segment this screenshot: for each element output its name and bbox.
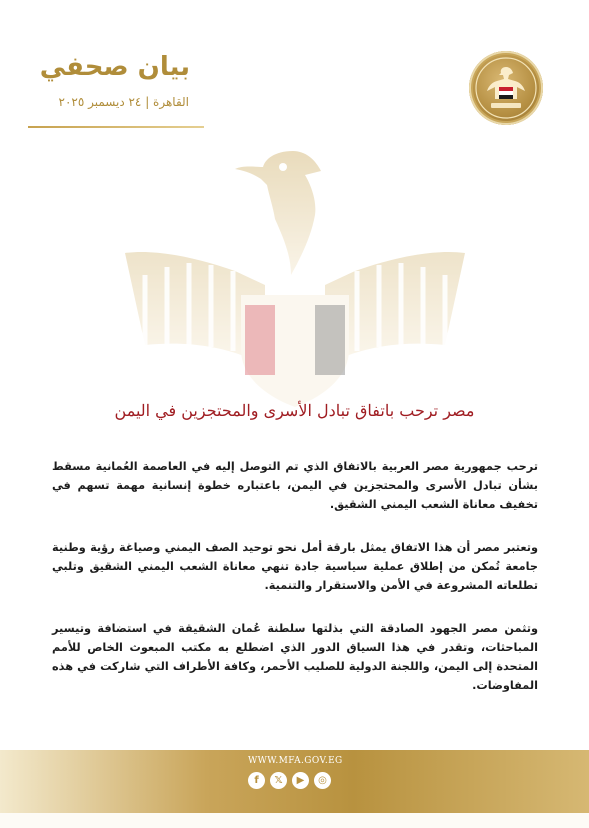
instagram-icon[interactable]: ◎	[314, 772, 331, 789]
body-paragraph: وتثمن مصر الجهود الصادقة التي بذلتها سلطنة عُمان الشقيقة في استضافة وتيسير المباحثات، وتقدر في هذا السياق الدور الذي اضطلع به مكتب المبعوث الخاص للأمم المتحدة إلى اليمن، واللجنة الدولية للصليب الأحمر، وكافة الأطراف التي شاركت في هذه المفاوضات.	[52, 622, 538, 692]
document-title: بيان صحفي	[39, 52, 190, 82]
header-divider	[28, 126, 204, 128]
website-link[interactable]: WWW.MFA.GOV.EG	[248, 756, 343, 766]
page-bottom-margin	[0, 813, 589, 828]
facebook-icon[interactable]: f	[248, 772, 265, 789]
social-links	[248, 772, 331, 789]
statement-body	[52, 457, 538, 719]
body-paragraph: ترحب جمهورية مصر العربية بالاتفاق الذي تم التوصل إليه في العاصمة العُمانية مسقط بشأن تبادل الأسرى والمحتجزين في اليمن، باعتباره خطوة إنسانية مهمة تسهم في تخفيف معاناة الشعب اليمني الشقيق.	[52, 460, 538, 511]
eagle-emblem-icon	[469, 51, 543, 125]
youtube-icon[interactable]: ▶	[292, 772, 309, 789]
x-icon[interactable]: 𝕏	[270, 772, 287, 789]
ministry-seal-icon	[469, 51, 543, 125]
body-paragraph: وتعتبر مصر أن هذا الاتفاق يمثل بارقة أمل نحو توحيد الصف اليمني وصياغة رؤية وطنية جامعة تُمكن من إطلاق عملية سياسية جادة تنهي معاناة الشعب اليمني الشقيق وتلبي تطلعاته المشروعة في الأمن والاستقرار والتنمية.	[52, 541, 538, 592]
eagle-watermark-icon	[115, 145, 475, 410]
dateline: القاهرة | ٢٤ ديسمبر ٢٠٢٥	[58, 95, 189, 109]
headline: مصر ترحب باتفاق تبادل الأسرى والمحتجزين في اليمن	[114, 401, 475, 420]
